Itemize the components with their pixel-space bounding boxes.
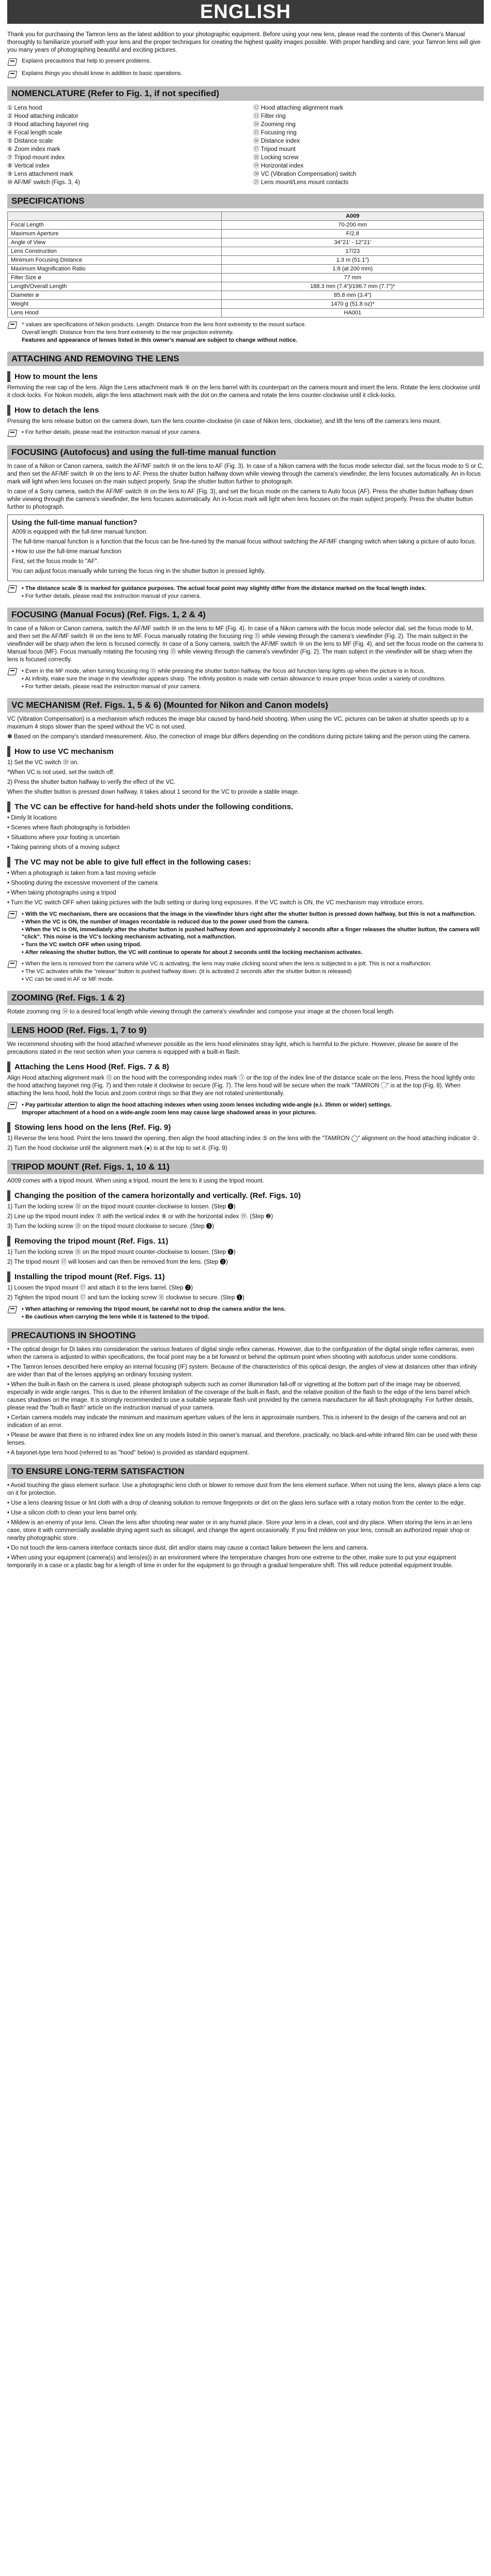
spec-value: 1470 g (51.8 oz)* [222,300,484,309]
section-specifications: SPECIFICATIONS [7,194,484,208]
spec-row [8,265,484,274]
spec-key: Lens Construction [8,247,222,256]
vc-how-title: How to use VC mechanism [7,746,484,757]
section-zooming: ZOOMING (Ref. Figs. 1 & 2) [7,991,484,1005]
section-vc: VC MECHANISM (Ref. Figs. 1, 5 & 6) (Mounted for Nikon and Canon models) [7,698,484,713]
note-icon [7,960,18,969]
spec-table [7,211,484,317]
note-icon [7,429,18,438]
spec-key: Minimum Focusing Distance [8,256,222,265]
spec-key: Filter Size ø [8,274,222,282]
spec-value: 70-200 mm [222,221,484,230]
vc-not-title: The VC may not be able to give full effect in the following cases: [7,857,484,868]
warning-icon [7,1101,18,1110]
nomenclature-item: ⑰ Tripod mount [253,146,296,153]
mount-title: How to mount the lens [7,371,484,382]
section-tripod: TRIPOD MOUNT (Ref. Figs. 1, 10 & 11) [7,1160,484,1174]
spec-value: HA001 [222,309,484,317]
hood-attach-title: Attaching the Lens Hood (Ref. Figs. 7 & 8) [7,1062,484,1072]
tripod-install-title: Installing the tripod mount (Ref. Figs. 11) [7,1271,484,1282]
nomenclature-item: ③ Hood attaching bayonet ring [7,122,89,128]
spec-value: F/2.8 [222,230,484,238]
nomenclature-item: ⑥ Zoom index mark [7,146,60,153]
section-nomenclature: NOMENCLATURE (Refer to Fig. 1, if not specified) [7,86,484,101]
spec-value: 188.3 mm (7.4")/196.7 mm (7.7")* [222,282,484,291]
spec-row [8,291,484,300]
nomenclature-item: ⑮ Focusing ring [253,130,297,136]
tripod-remove-title: Removing the tripod mount (Ref. Figs. 11) [7,1236,484,1247]
nomenclature-item: ⑤ Distance scale [7,138,53,144]
tripod-change-title: Changing the position of the camera horizontally and vertically. (Ref. Figs. 10) [7,1190,484,1201]
spec-row [8,238,484,247]
section-lens-hood: LENS HOOD (Ref. Figs. 1, 7 to 9) [7,1023,484,1038]
section-precautions: PRECAUTIONS IN SHOOTING [7,1328,484,1343]
nomenclature-item: ⑬ Filter ring [253,113,286,119]
section-long-term: TO ENSURE LONG-TERM SATISFACTION [7,1464,484,1479]
spec-value: 17/23 [222,247,484,256]
nomenclature-item: ⑱ Locking screw [253,155,299,161]
section-focusing-mf: FOCUSING (Manual Focus) (Ref. Figs. 1, 2 & 4) [7,608,484,622]
spec-key: Angle of View [8,238,222,247]
section-focusing-af: FOCUSING (Autofocus) and using the full-time manual function [7,445,484,460]
nomenclature-item: ⑫ Hood attaching alignment mark [253,105,343,111]
spec-key: Lens Hood [8,309,222,317]
section-attaching: ATTACHING AND REMOVING THE LENS [7,352,484,366]
note-icon [7,70,18,79]
spec-key: Weight [8,300,222,309]
nomenclature-item: ② Hood attaching indicator [7,113,79,119]
nomenclature-item: ④ Focal length scale [7,130,63,136]
spec-row [8,282,484,291]
detach-title: How to detach the lens [7,405,484,416]
spec-value: 1:8 (at 200 mm) [222,265,484,274]
spec-row [8,247,484,256]
nomenclature-item: ⑦ Tripod mount index [7,155,65,161]
spec-model: A009 [222,212,484,221]
spec-row [8,309,484,317]
spec-row [8,300,484,309]
spec-value: 1.3 m (51.1") [222,256,484,265]
manual-page: ENGLISH Thank you for purchasing the Tamron lens as the latest addition to your photographic equipment. Before using your new lens, please read the contents of this Owner's Manual thoroughly to familiarize yourself with your lens and the proper techniques for creating the highest quality images possible. With proper handling and care, your Tamron lens will give you many years of photographing beautiful and exciting pictures. Explains precautions that help to prevent problems. Explains things you should know in addition to basic operations. NOMENCLATURE (Refer to Fig. 1, if not specified) ① Lens hood ⑫ Hood attaching alignment mark ② Hood attaching indicator ⑬ Filter ring ③ Hood attaching bayonet ring ⑭ Zooming ring ④ Focal length scale ⑮ Focusing ring ⑤ Distance scale ⑯ Distance index ⑥ Zoom index mark ⑰ Tripod mount ⑦ Tripod mount index ⑱ Locking screw ⑧ Vertical index ⑲ Horizontal index ⑨ Lens attachment mark ⑳ VC (Vibration Compensation) switch ⑩ AF/MF switch (Figs. 3, 4) ㉑ Lens mount/Lens mount contacts SPECIFICATIONS A009 Focal Length 70-200 mm Maximum Aperture F/2.8 Angle of View 34°21' - 12°21' Lens Construction 17/23 Minimum Focusing Distance 1.3 m (51.1") Maximum Magnification Ratio 1:8 (at 200 mm) Filter Size ø 77 mm Length/Overall Length 188.3 mm (7.4")/196.7 mm (7.7")* Diameter ø 85.8 mm (3.4") Weight 1470 g (51.8 oz)* Lens Hood HA001 * values are specifications of Nikon products. Length: Distance from the lens front extremity to the mount surface. Overall length: Distance from the lens front extremity to the rear projection extremity. Features and appearance of lenses listed in this owner's manual are subject to change without notice. ATTACHING AND REMOVING THE LENS How to mount the lens Removing the rear cap of the lens. Align the Lens attachment mark ⑨ on the lens barrel with its counterpart on the camera mount and insert the lens. Rotate the lens clockwise until it clock-locks. For Nokon models, align the lens attachment mark with the dot on the camera and rotate the lens counter-clockwise until it click-locks. How to detach the lens Pressing the lens release button on the camera down, turn the lens counter-clockwise (in case of Nikon lens, clockwise), and lift the lens off the camera's lens mount. • For further details, please read the instruction manual of your camera. FOCUSING (Autofocus) and using the full-time manual function In case of a Nikon or Canon camera, switch the AF/MF switch ⑩ on the lens to AF (Fig. 3). In case of a Nikon camera with the focus mode selector dial, set the focus mode to S or C, and then set the AF/MF switch ⑩ on the lens to AF. Press the shutter button halfway down while viewing through the camera's viewfinder, the lens focuses automatically. An in-focus mark will light when lens focuses on the main subject properly. Snap the shutter button further to photograph. In case of a Sony camera, switch the AF/MF switch ⑩ on the lens to AF (Fig. 3), and set the focus mode on the camera to Auto focus (AF). Press the shutter button halfway down while viewing through the camera's viewfinder, the lens focuses automatically. An in-focus mark will light when lens focuses on the main subject properly. Press the shutter button further to photograph. Using the full-time manual function? A009 is equipped with the full-time manual function. The full-time manual function is a function that the focus can be fine-tuned by the manual focus without switching the AF/MF changing switch when taking a picture of auto focus. • How to use the full-time manual function First, set the focus mode to "AF". You can adjust focus manually while turning the focus ring in the shutter button is pressed lightly. • The distance scale ⑤ is marked for guidance purposes. The actual focal point may slightly differ from the distance marked on the focal length index. • For further details, please read the instruction manual of your camera. FOCUSING (Manual Focus) (Ref. Figs. 1, 2 & 4) In case of a Nikon or Canon camera, switch the AF/MF switch ⑩ on the lens to MF (Fig. 4). In case of a Nikon camera with the focus mode selector dial, set the focus mode to M, and then set the AF/MF switch ⑩ on the lens to MF. Focus manually rotating the focusing ring ⑮ while viewing through the camera's viewfinder (Fig. 2). The main subject in the viewfinder will be sharp when the lens is focused correctly. In case of a Sony camera, switch the AF/MF switch ⑩ on the lens to MF (Fig. 4), and set the focus mode on the camera to Manual focus (MF). Focus manually rotating the focusing ring ⑮ while viewing through the camera's viewfinder (Fig. 2). The main subject in the viewfinder will be sharp when the lens is focused correctly. • Even in the MF mode, when turning focusing ring ⑮ while pressing the shutter button halfway, the focus aid function lamp lights up when the picture is in focus. • At infinity, make sure the image in the viewfinder appears sharp. The infinity position is made with certain allowance to insure proper focus under a variety of conditions. • For further details, please read the instruction manual of your camera. VC MECHANISM (Ref. Figs. 1, 5 & 6) (Mounted for Nikon and Canon models) VC (Vibration Compensation) is a mechanism which reduces the image blur caused by hand-held shooting. When using the VC, pictures can be taken at shutter speeds up to a maximum 4 stops slower than the speed without the VC is not used. ✽ Based on the company's standard measurement. Also, the correction of image blur differs depending on the conditions during picture taking and the person using the camera. How to use VC mechanism 1) Set the VC switch ⑳ on. *When VC is not used, set the switch off. 2) Press the shutter button halfway to verify the effect of the VC. When the shutter button is pressed down halfway, it takes about 1 second for the VC to provide a stable image. The VC can be effective for hand-held shots under the following conditions. • Dimly lit locations • Scenes where flash photography is forbidden • Situations where your footing is uncertain • Taking panning shots of a moving subject The VC may not be able to give full effect in the following cases: • When a photograph is taken from a fast moving vehicle • Shooting during the excessive movement of the camera • When taking photographs using a tripod • Turn the VC switch OFF when taking pictures with the bulb setting or during long exposures. If the VC switch is ON, the VC mechanism may introduce errors. • With the VC mechanism, there are occasions that the image in the viewfinder blurs right after the shutter button is pressed down halfway, but this is not a malfunction. • When the VC is ON, the number of images recordable is reduced due to the power used from the camera. • When the VC is ON, immediately after the shutter button is pushed halfway down and approximately 2 seconds after a finger releases the shutter button, the camera will "click". This noise is the VC's locking mechanism activating, not a malfunction. • Turn the VC switch OFF when using tripod. • After releasing the shutter button, the VC will continue to operate for about 2 seconds until the locking mechanism activates. • When the lens is removed from the camera while VC is activating, the lens may make clicking sound when the lens is subjected to a jolt. This is not a malfunction. • The VC activates while the "release" button is pushed halfway down. (It is activated 2 seconds after the shutter button is released) • VC can be used in AF or MF mode. ZOOMING (Ref. Figs. 1 & 2) Rotate zooming ring ⑭ to a desired focal length while viewing through the camera's viewfinder and compose your image at the chosen focal length. LENS HOOD (Ref. Figs. 1, 7 to 9) We recommend shooting with the hood attached whenever possible as the lens hood eliminates stray light, which is harmful to the picture. However, please be aware of the precautions stated in the next section when your camera is equipped with a built-in flash. Attaching the Lens Hood (Ref. Figs. 7 & 8) Align Hood attaching alignment mark ⑫ on the hood with the corresponding index mark ⑤ or the top of the index line of the distance scale on the lens. Press the hood lightly onto the hood attaching bayonet ring (Fig. 7) and then rotate it clockwise to secure (Fig. 7). The lens hood will be secure when the mark "TAMRON ◯" is at the top (Fig. 8). When attaching the lens hood, hold the focus and zoom control rings so that they are not rotated unintentionally. • Pay particular attention to align the hood attaching indexes when using zoom lenses including wide-angle (e.i. 35mm or wider) settings. Improper attachment of a hood on a wide-angle zoom lens may cause large shadowed areas in your pictures. Stowing lens hood on the lens (Ref. Fig. 9) 1) Reverse the lens hood. Point the lens toward the opening, then align the hood attaching index ⑤ on the lens with the "TAMRON ◯" alignment on the hood attaching indicator ②. 2) Turn the hood clockwise until the alignment mark (●) is at the top to set it. (Fig. 9) TRIPOD MOUNT (Ref. Figs. 1, 10 & 11) A009 comes with a tripod mount. When using a tripod, mount the lens to it using the tripod mount. Changing the position of the camera horizontally and vertically. (Ref. Figs. 10) 1) Turn the locking screw ⑱ on the tripod mount counter-clockwise to loosen. (Step ❶) 2) Line up the tripod mount index ⑦ with the vertical index ⑧ or with the horizontal index ⑲. (Step ❷) 3) Turn the locking screw ⑱ on the tripod mount clockwise to secure. (Step ❸) Removing the tripod mount (Ref. Figs. 11) 1) Turn the locking screw ⑱ on the tripod mount counter-clockwise to loosen. (Step ❶) 2) The tripod mount ⑰ will loosen and can then be removed from the lens. (Step ❷) Installing the tripod mount (Ref. Figs. 11) 1) Loosen the tripod mount ⑰ and attach it to the lens barrel. (Step ❷) 2) Tighten the tripod mount ⑰ and turn the locking screw ⑱ clockwise to secure. (Step ❶) • When attaching or removing the tripod mount, be careful not to drop the camera and/or the lens. • Be cautious when carrying the lens while it is fastened to the tripod. PRECAUTIONS IN SHOOTING • The optical design for Di takes into consideration the various features of digital single reflex cameras. However, due to the configuration of the digital single reflex cameras, even when the camera is adjusted to within specifications, the focal point may be a bit forward or behind the optimum point when shooting with autofocus under some conditions. • The Tamron lenses described here employ an internal focusing (IF) system. Because of the characteristics of this optical design, the angles of view at distances other than infinity are wider than that of the lenses applying an ordinary focusing system. • When the built-in flash on the camera is used, please photograph subjects such as corner illumination fall-off or vignetting at the bottom part of the image may be observed, especially in wide angle ranges. This is due to the inherent limitation of the coverage of the built-in flash, and the relative position of the flash to the edge of the lens barrel which causes shadows on the image. It is strongly recommended to use a suitable separate flash unit provided by the camera manufacturer for all flash photography. For further details, please read the "built-in flash" article on the instruction manual of your camera. • Certain camera models may indicate the minimum and maximum aperture values of the lens in approximate numbers. This is inherent to the design of the camera and not an indication of an error. • Please be aware that there is no infrared index line on any models listed in this owner's manual, and therefore, practically, no black-and-white infrared film can be used with these lenses. • A bayonet-type lens hood (referred to as "hood" below) is provided as standard equipment. TO ENSURE LONG-TERM SATISFACTION • Avoid touching the glass element surface. Use a photographic lens cloth or blower to remove dust from the lens element surface. When not using the lens, always place a lens cap on it for protection. • Use a lens cleaning tissue or lint cloth with a drop of cleaning solution to remove fingerprints or dirt on the glass lens surface with a rotary motion from the center to the edge. • Use a silicon cloth to clean your lens barrel only. • Mildew is an enemy of your lens. Clean the lens after shooting near water or in any humid place. Store your lens in a clean, cool and dry place. When storing the lens in an lens case, store it with commercially available drying agent such as silicagel, and change the agent occasionally. If you find mildew on your lens, consult an authorized repair shop or nearby photographic store. • Do not touch the lens-camera interface contacts since dust, dirt and/or stains may cause a contact failure between the lens and camera. • When using your equipment (camera(s) and lens(es)) in an environment where the temperature changes from one extreme to the other, make sure to put your equipment temporarily in a case or a plastic bag for a length of time in order for the equipment to go through a gradual temperature shift. This will reduce potential equipment trouble. [0,0,491,2576]
spec-key: Maximum Aperture [8,230,222,238]
spec-value: 77 mm [222,274,484,282]
nomenclature-item: ① Lens hood [7,105,42,111]
spec-row [8,256,484,265]
note-icon [7,321,18,330]
nomenclature-item: ⑳ VC (Vibration Compensation) switch [253,171,357,177]
spec-key: Focal Length [8,221,222,230]
nomenclature-item: ⑭ Zooming ring [253,122,296,128]
legend: Explains precautions that help to prevent problems. Explains things you should know in addition to basic operations. [7,57,484,79]
warning-icon [7,910,18,919]
spec-row [8,274,484,282]
note-icon [7,584,18,594]
nomenclature-list [7,104,484,187]
intro-text: Thank you for purchasing the Tamron lens as the latest addition to your photographic equipment. Before using your new lens, please read the contents of this Owner's Manual thoroughly to familiarize yourself with your lens and the proper techniques for creating the highest quality images possible. With proper handling and care, your Tamron lens will give you many years of photographing beautiful and exciting pictures. [7,32,481,53]
spec-row [8,221,484,230]
spec-value: 34°21' - 12°21' [222,238,484,247]
vc-effective-title: The VC can be effective for hand-held shots under the following conditions. [7,801,484,812]
nomenclature-item: ⑯ Distance index [253,138,300,144]
nomenclature-item: ㉑ Lens mount/Lens mount contacts [253,179,349,186]
hood-stow-title: Stowing lens hood on the lens (Ref. Fig. 9) [7,1122,484,1133]
nomenclature-item: ⑨ Lens attachment mark [7,171,73,177]
spec-key: Maximum Magnification Ratio [8,265,222,274]
spec-row [8,230,484,238]
fulltime-manual-box: Using the full-time manual function? A009 is equipped with the full-time manual function. The full-time manual function is a function that the focus can be fine-tuned by the manual focus without switching the AF/MF changing switch when taking a picture of auto focus. • How to use the full-time manual function First, set the focus mode to "AF". You can adjust focus manually while turning the focus ring in the shutter button is pressed lightly. [7,514,484,581]
nomenclature-item: ⑩ AF/MF switch (Figs. 3, 4) [7,179,80,186]
nomenclature-item: ⑧ Vertical index [7,163,50,169]
warning-icon [7,57,18,67]
page-title: ENGLISH [7,0,484,24]
note-icon [7,667,18,676]
nomenclature-item: ⑲ Horizontal index [253,163,304,169]
spec-key: Diameter ø [8,291,222,300]
warning-icon [7,1305,18,1314]
spec-value: 85.8 mm (3.4") [222,291,484,300]
spec-key: Length/Overall Length [8,282,222,291]
